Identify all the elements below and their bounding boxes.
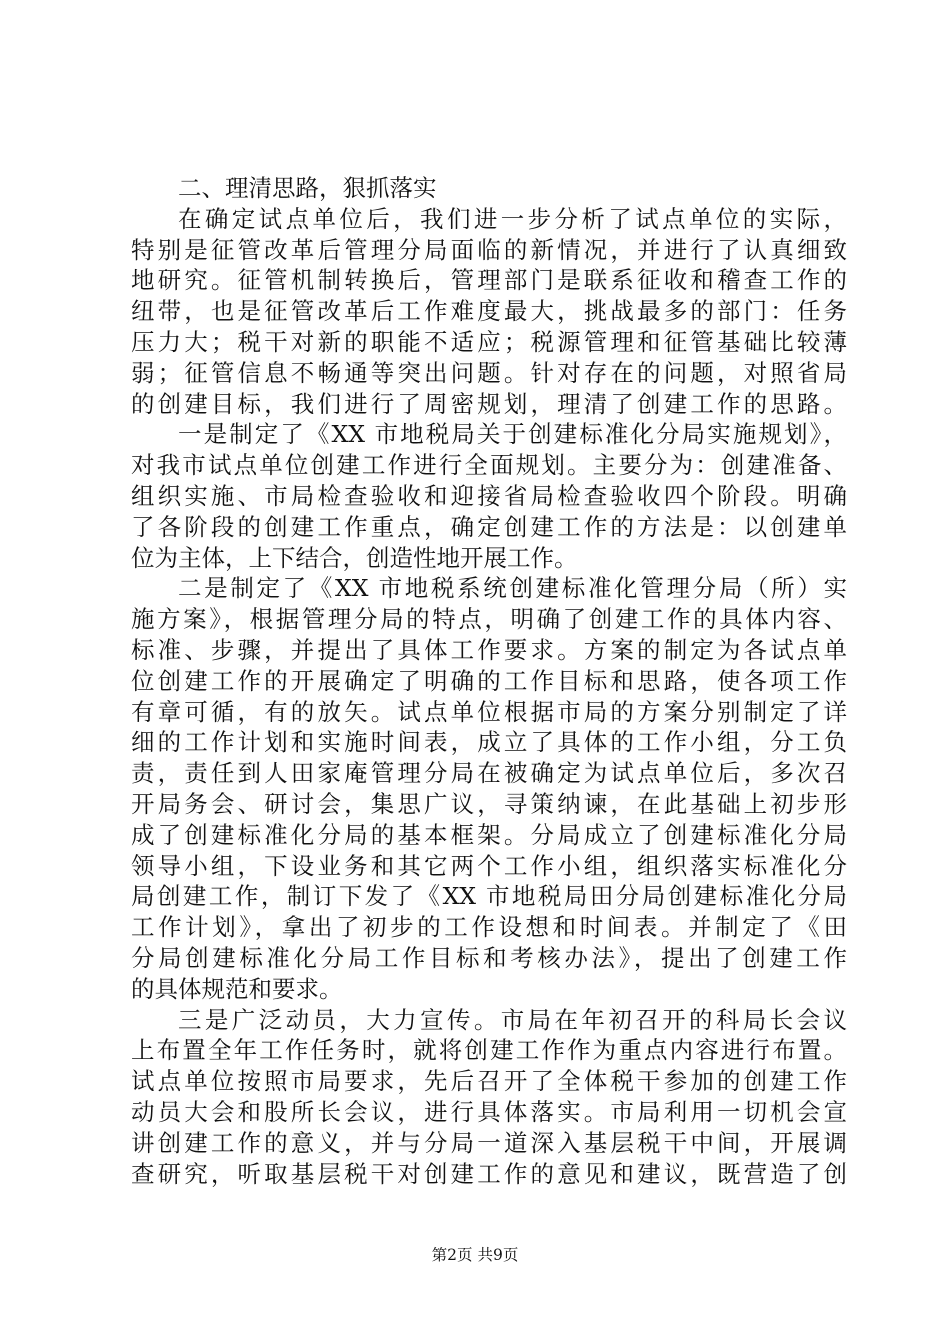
paragraph-line: 压力大；税干对新的职能不适应；税源管理和征管基础比较薄 <box>131 327 847 356</box>
paragraph-line: 工作计划》，拿出了初步的工作设想和时间表。并制定了《田 <box>131 913 847 942</box>
paragraph-line: 标准、步骤，并提出了具体工作要求。方案的制定为各试点单 <box>131 635 847 664</box>
paragraph-line: 局创建工作，制订下发了《XX 市地税局田分局创建标准化分局 <box>131 882 847 911</box>
paragraph-line: 动员大会和股所长会议，进行具体落实。市局利用一切机会宣 <box>131 1097 847 1126</box>
paragraph-line: 特别是征管改革后管理分局面临的新情况，并进行了认真细致 <box>131 235 847 264</box>
paragraph-line: 了各阶段的创建工作重点，确定创建工作的方法是：以创建单 <box>131 512 847 541</box>
paragraph-line: 上布置全年工作任务时，就将创建工作作为重点内容进行布置。 <box>131 1036 847 1065</box>
paragraph-line: 位创建工作的开展确定了明确的工作目标和思路，使各项工作 <box>131 666 847 695</box>
paragraph-line: 位为主体，上下结合，创造性地开展工作。 <box>131 543 578 572</box>
paragraph-line: 纽带，也是征管改革后工作难度最大，挑战最多的部门：任务 <box>131 297 847 326</box>
paragraph-line: 有章可循，有的放矢。试点单位根据市局的方案分别制定了详 <box>131 697 847 726</box>
paragraph-line: 开局务会、研讨会，集思广议，寻策纳谏，在此基础上初步形 <box>131 789 847 818</box>
paragraph-line: 二是制定了《XX 市地税系统创建标准化管理分局（所）实 <box>178 574 847 603</box>
paragraph-line: 领导小组，下设业务和其它两个工作小组，组织落实标准化分 <box>131 851 847 880</box>
paragraph-2 <box>131 419 847 573</box>
paragraph-3 <box>131 573 847 1004</box>
paragraph-line: 试点单位按照市局要求，先后召开了全体税干参加的创建工作 <box>131 1067 847 1096</box>
paragraph-line: 细的工作计划和实施时间表，成立了具体的工作小组，分工负 <box>131 728 847 757</box>
paragraph-line: 组织实施、市局检查验收和迎接省局检查验收四个阶段。明确 <box>131 481 847 510</box>
paragraph-1 <box>131 204 847 420</box>
paragraph-4 <box>131 1005 847 1190</box>
paragraph-line: 三是广泛动员，大力宣传。市局在年初召开的科局长会议 <box>178 1005 847 1034</box>
paragraph-line: 分局创建标准化分局工作目标和考核办法》，提出了创建工作 <box>131 943 847 972</box>
paragraph-line: 的创建目标，我们进行了周密规划，理清了创建工作的思路。 <box>131 389 847 418</box>
document-body <box>131 173 847 1189</box>
paragraph-line: 在确定试点单位后，我们进一步分析了试点单位的实际， <box>178 204 847 233</box>
section-heading: 二、理清思路，狠抓落实 <box>178 174 437 202</box>
paragraph-line: 讲创建工作的意义，并与分局一道深入基层税干中间，开展调 <box>131 1128 847 1157</box>
paragraph-line: 弱；征管信息不畅通等突出问题。针对存在的问题，对照省局 <box>131 358 847 387</box>
paragraph-line: 查研究，听取基层税干对创建工作的意见和建议，既营造了创 <box>131 1159 847 1188</box>
paragraph-line: 成了创建标准化分局的基本框架。分局成立了创建标准化分局 <box>131 820 847 849</box>
paragraph-line: 的具体规范和要求。 <box>131 974 343 1003</box>
paragraph-line: 地研究。征管机制转换后，管理部门是联系征收和稽查工作的 <box>131 266 847 295</box>
paragraph-line: 责，责任到人田家庵管理分局在被确定为试点单位后，多次召 <box>131 759 847 788</box>
paragraph-line: 施方案》，根据管理分局的特点，明确了创建工作的具体内容、 <box>131 605 847 634</box>
paragraph-line: 对我市试点单位创建工作进行全面规划。主要分为：创建准备、 <box>131 451 847 480</box>
page-number-footer: 第2页 共9页 <box>431 1246 519 1264</box>
paragraph-line: 一是制定了《XX 市地税局关于创建标准化分局实施规划》， <box>178 420 847 449</box>
